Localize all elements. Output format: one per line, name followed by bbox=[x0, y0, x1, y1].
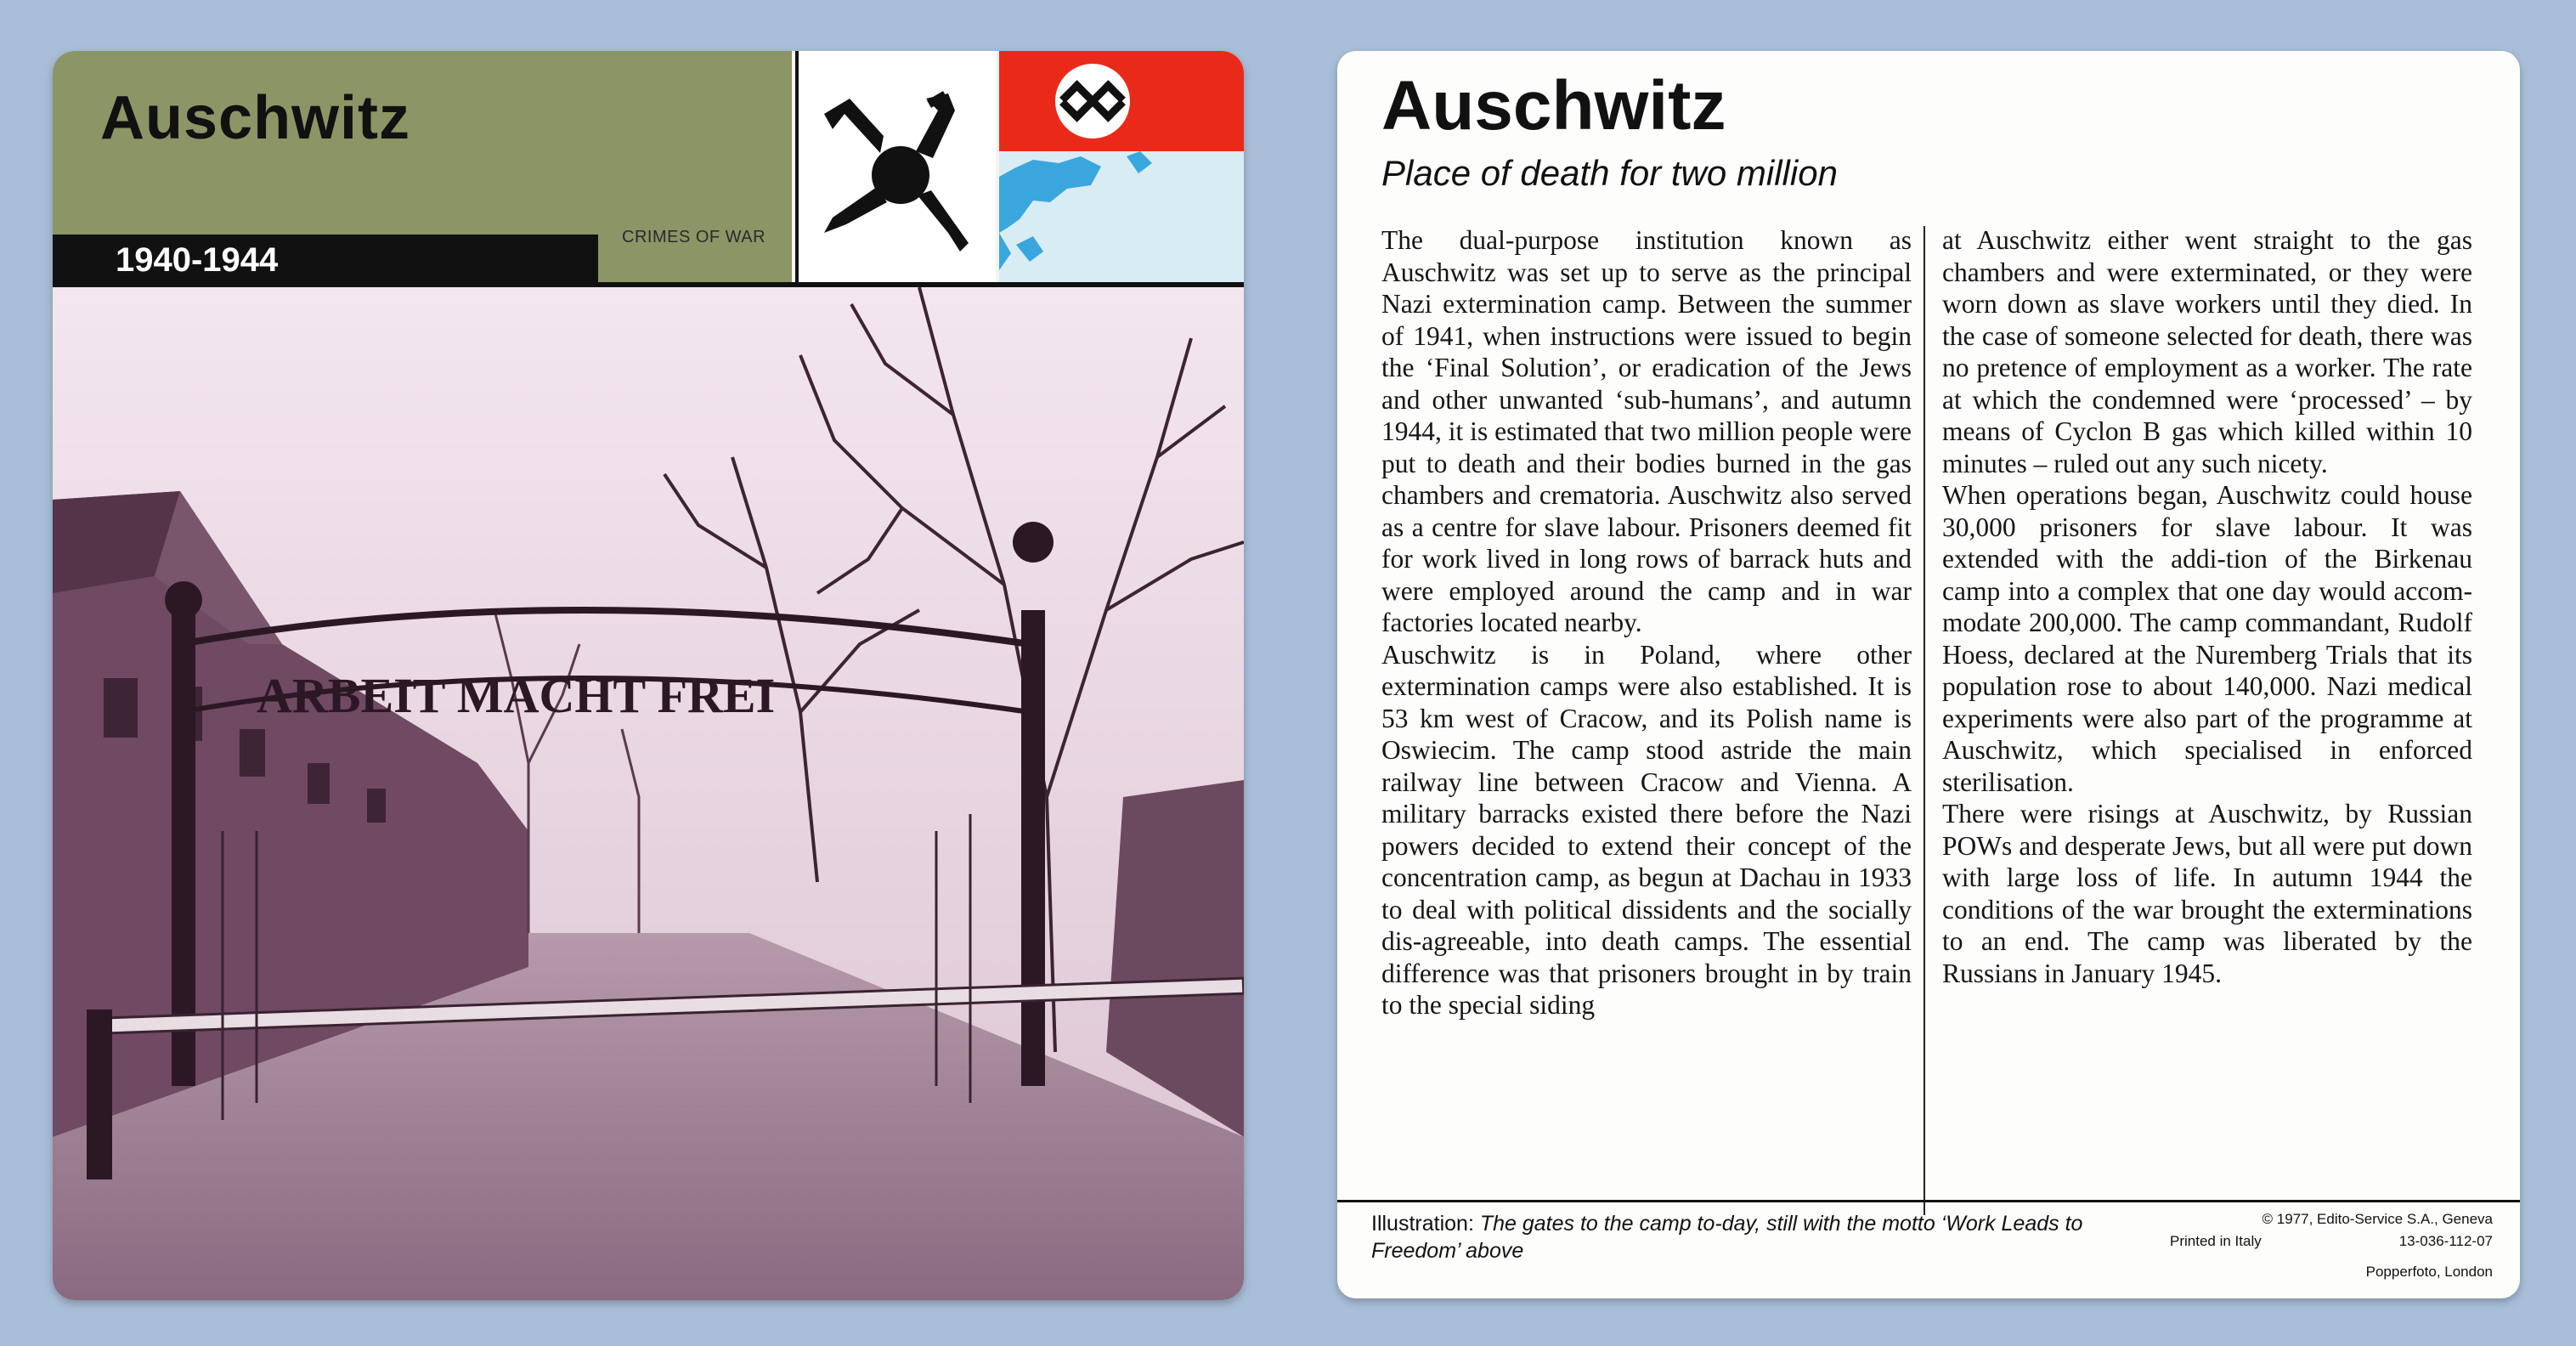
printed-in: Printed in Italy bbox=[2170, 1233, 2262, 1249]
front-title: Auschwitz bbox=[100, 84, 411, 152]
date-bar bbox=[53, 235, 598, 284]
back-title: Auschwitz bbox=[1381, 67, 1726, 144]
date-range: 1940-1944 bbox=[116, 241, 279, 279]
paragraph: The dual-purpose institution known as Auschwitz was set up to serve as the principal Nazi extermination camp. Between the summer of 1941, when instructions were issued to begin the ‘Final Solution’, or eradication of the Jews and other unwanted ‘sub-humans’, and autumn 1944, it is estimated that two million people were put to death and their bodies burned in the gas chambers and crematoria. Auschwitz also served as a centre for slave labour. Prisoners deemed fit for work lived in long rows of barrack huts and were employed around the camp and in war factories located nearby. bbox=[1381, 225, 1912, 637]
footer-divider bbox=[1337, 1200, 2520, 1202]
text-column-left bbox=[1381, 224, 1912, 1021]
gate-sign-text: ARBEIT MACHT FREI bbox=[257, 668, 776, 723]
paragraph: Auschwitz is in Poland, where other extermination camps were also established. It is 53 km west of Cracow, and its Polish name is Oswiecim. The camp stood astride the main railway line between Cracow and Vienna. A military barracks existed there before the Nazi powers decided to extend their concept of the concentration camp, as begun at Dachau in 1933 to deal with political dissidents and the socially dis-agreeable, into death camps. The essential difference was that prisoners brought in by train to the special siding bbox=[1381, 639, 1912, 1020]
credits bbox=[2170, 1208, 2493, 1283]
fallen-figure-symbol-icon bbox=[795, 51, 996, 282]
europe-map-icon bbox=[999, 151, 1244, 282]
photo-credit: Popperfoto, London bbox=[2365, 1264, 2493, 1280]
category-label: CRIMES OF WAR bbox=[622, 228, 766, 246]
card-code: 13-036-112-07 bbox=[2398, 1233, 2493, 1249]
back-subtitle: Place of death for two million bbox=[1381, 153, 1838, 193]
card-back bbox=[1337, 51, 2520, 1298]
card-front bbox=[53, 51, 1244, 1300]
swastika-flag-icon bbox=[999, 51, 1244, 282]
text-column-right bbox=[1942, 224, 2472, 989]
illustration-text: The gates to the camp to-day, still with the motto ‘Work Leads to Freedom’ above bbox=[1371, 1212, 2083, 1263]
illustration-caption bbox=[1371, 1210, 2102, 1264]
paragraph: at Auschwitz either went straight to the gas chambers and were exterminated, or they were worn down as slave workers until they died. In the case of someone selected for death, there was no pretence of employment as a worker. The rate at which the condemned were ‘processed’ – by means of Cyclon B gas which killed within 10 minutes – ruled out any such nicety. bbox=[1942, 225, 2472, 478]
illustration-label: Illustration: bbox=[1371, 1212, 1474, 1236]
column-divider bbox=[1924, 226, 1925, 1215]
paragraph: When operations began, Auschwitz could house 30,000 prisoners for slave labour. It was extended with the addi-tion of the Birkenau camp into a complex that one day would accom-modate 200,000. The camp commandant, Rudolf Hoess, declared at the Nuremberg Trials that its population rose to about 140,000. Nazi medical experiments were also part of the programme at Auschwitz, which specialised in enforced sterilisation. bbox=[1942, 480, 2472, 797]
copyright: © 1977, Edito-Service S.A., Geneva bbox=[2262, 1211, 2493, 1227]
paragraph: There were risings at Auschwitz, by Russian POWs and desperate Jews, but all were put down with large loss of life. In autumn 1944 the conditions of the war brought the exterminations to an end. The camp was liberated by the Russians in January 1945. bbox=[1942, 799, 2472, 988]
camp-gate-photo bbox=[53, 287, 1244, 1300]
